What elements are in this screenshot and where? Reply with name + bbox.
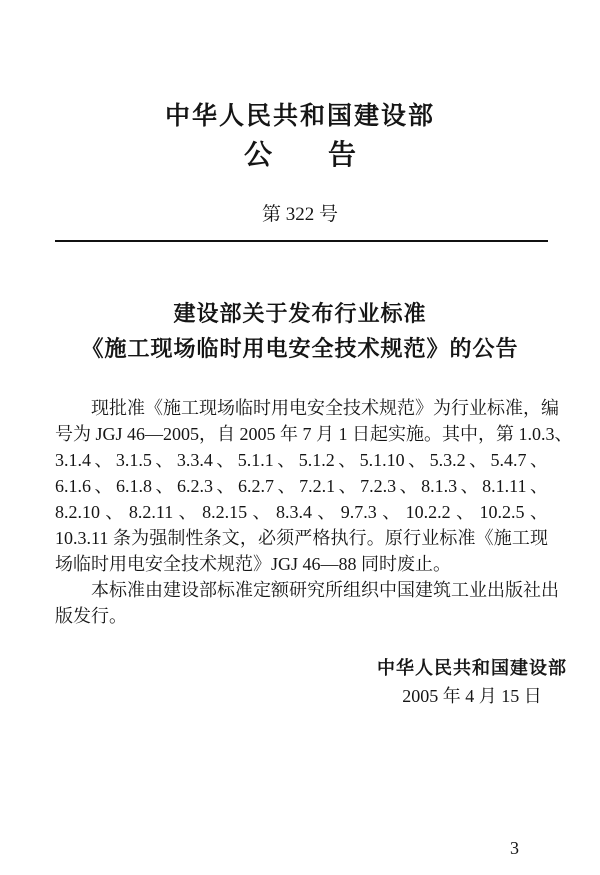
body-line: 6.1.6、6.1.8、6.2.3、6.2.7、7.2.1、7.2.3、8.1.3、8.1.11、 xyxy=(55,476,548,496)
document-number: 第 322 号 xyxy=(261,204,338,225)
page-number: 3 xyxy=(510,838,519,858)
signature-date: 2005 年 4 月 15 日 xyxy=(402,686,542,706)
body-text xyxy=(55,395,573,629)
body-line: 8.2.10、8.2.11、8.2.15、8.3.4、9.7.3、10.2.2、10.2.5、 xyxy=(55,502,548,522)
header-divider xyxy=(55,240,548,242)
body-line: 现批准《施工现场临时用电安全技术规范》为行业标准，编 xyxy=(91,398,559,418)
body-line: 本标准由建设部标准定额研究所组织中国建筑工业出版社出 xyxy=(91,580,559,600)
paragraph-2 xyxy=(55,577,559,629)
body-line: 号为 JGJ 46—2005，自 2005 年 7 月 1 日起实施。其中，第 1.0.3、 xyxy=(55,424,573,444)
announcement-title: 公 告 xyxy=(243,139,356,170)
body-line: 版发行。 xyxy=(55,606,127,626)
signature-block xyxy=(377,655,567,709)
body-line: 10.3.11 条为强制性条文，必须严格执行。原行业标准《施工现 xyxy=(55,528,548,548)
heading-line-1: 建设部关于发布行业标准 xyxy=(173,301,427,326)
ministry-title: 中华人民共和国建设部 xyxy=(164,102,435,130)
signature-issuer: 中华人民共和国建设部 xyxy=(377,658,567,678)
paragraph-1 xyxy=(55,395,573,577)
body-line: 场临时用电安全技术规范》JGJ 46—88 同时废止。 xyxy=(55,554,452,574)
heading-line-2: 《施工现场临时用电安全技术规范》的公告 xyxy=(81,336,519,361)
body-line: 3.1.4、3.1.5、3.3.4、5.1.1、5.1.2、5.1.10、5.3.2、5.4.7、 xyxy=(55,450,548,470)
announcement-heading xyxy=(0,296,600,366)
